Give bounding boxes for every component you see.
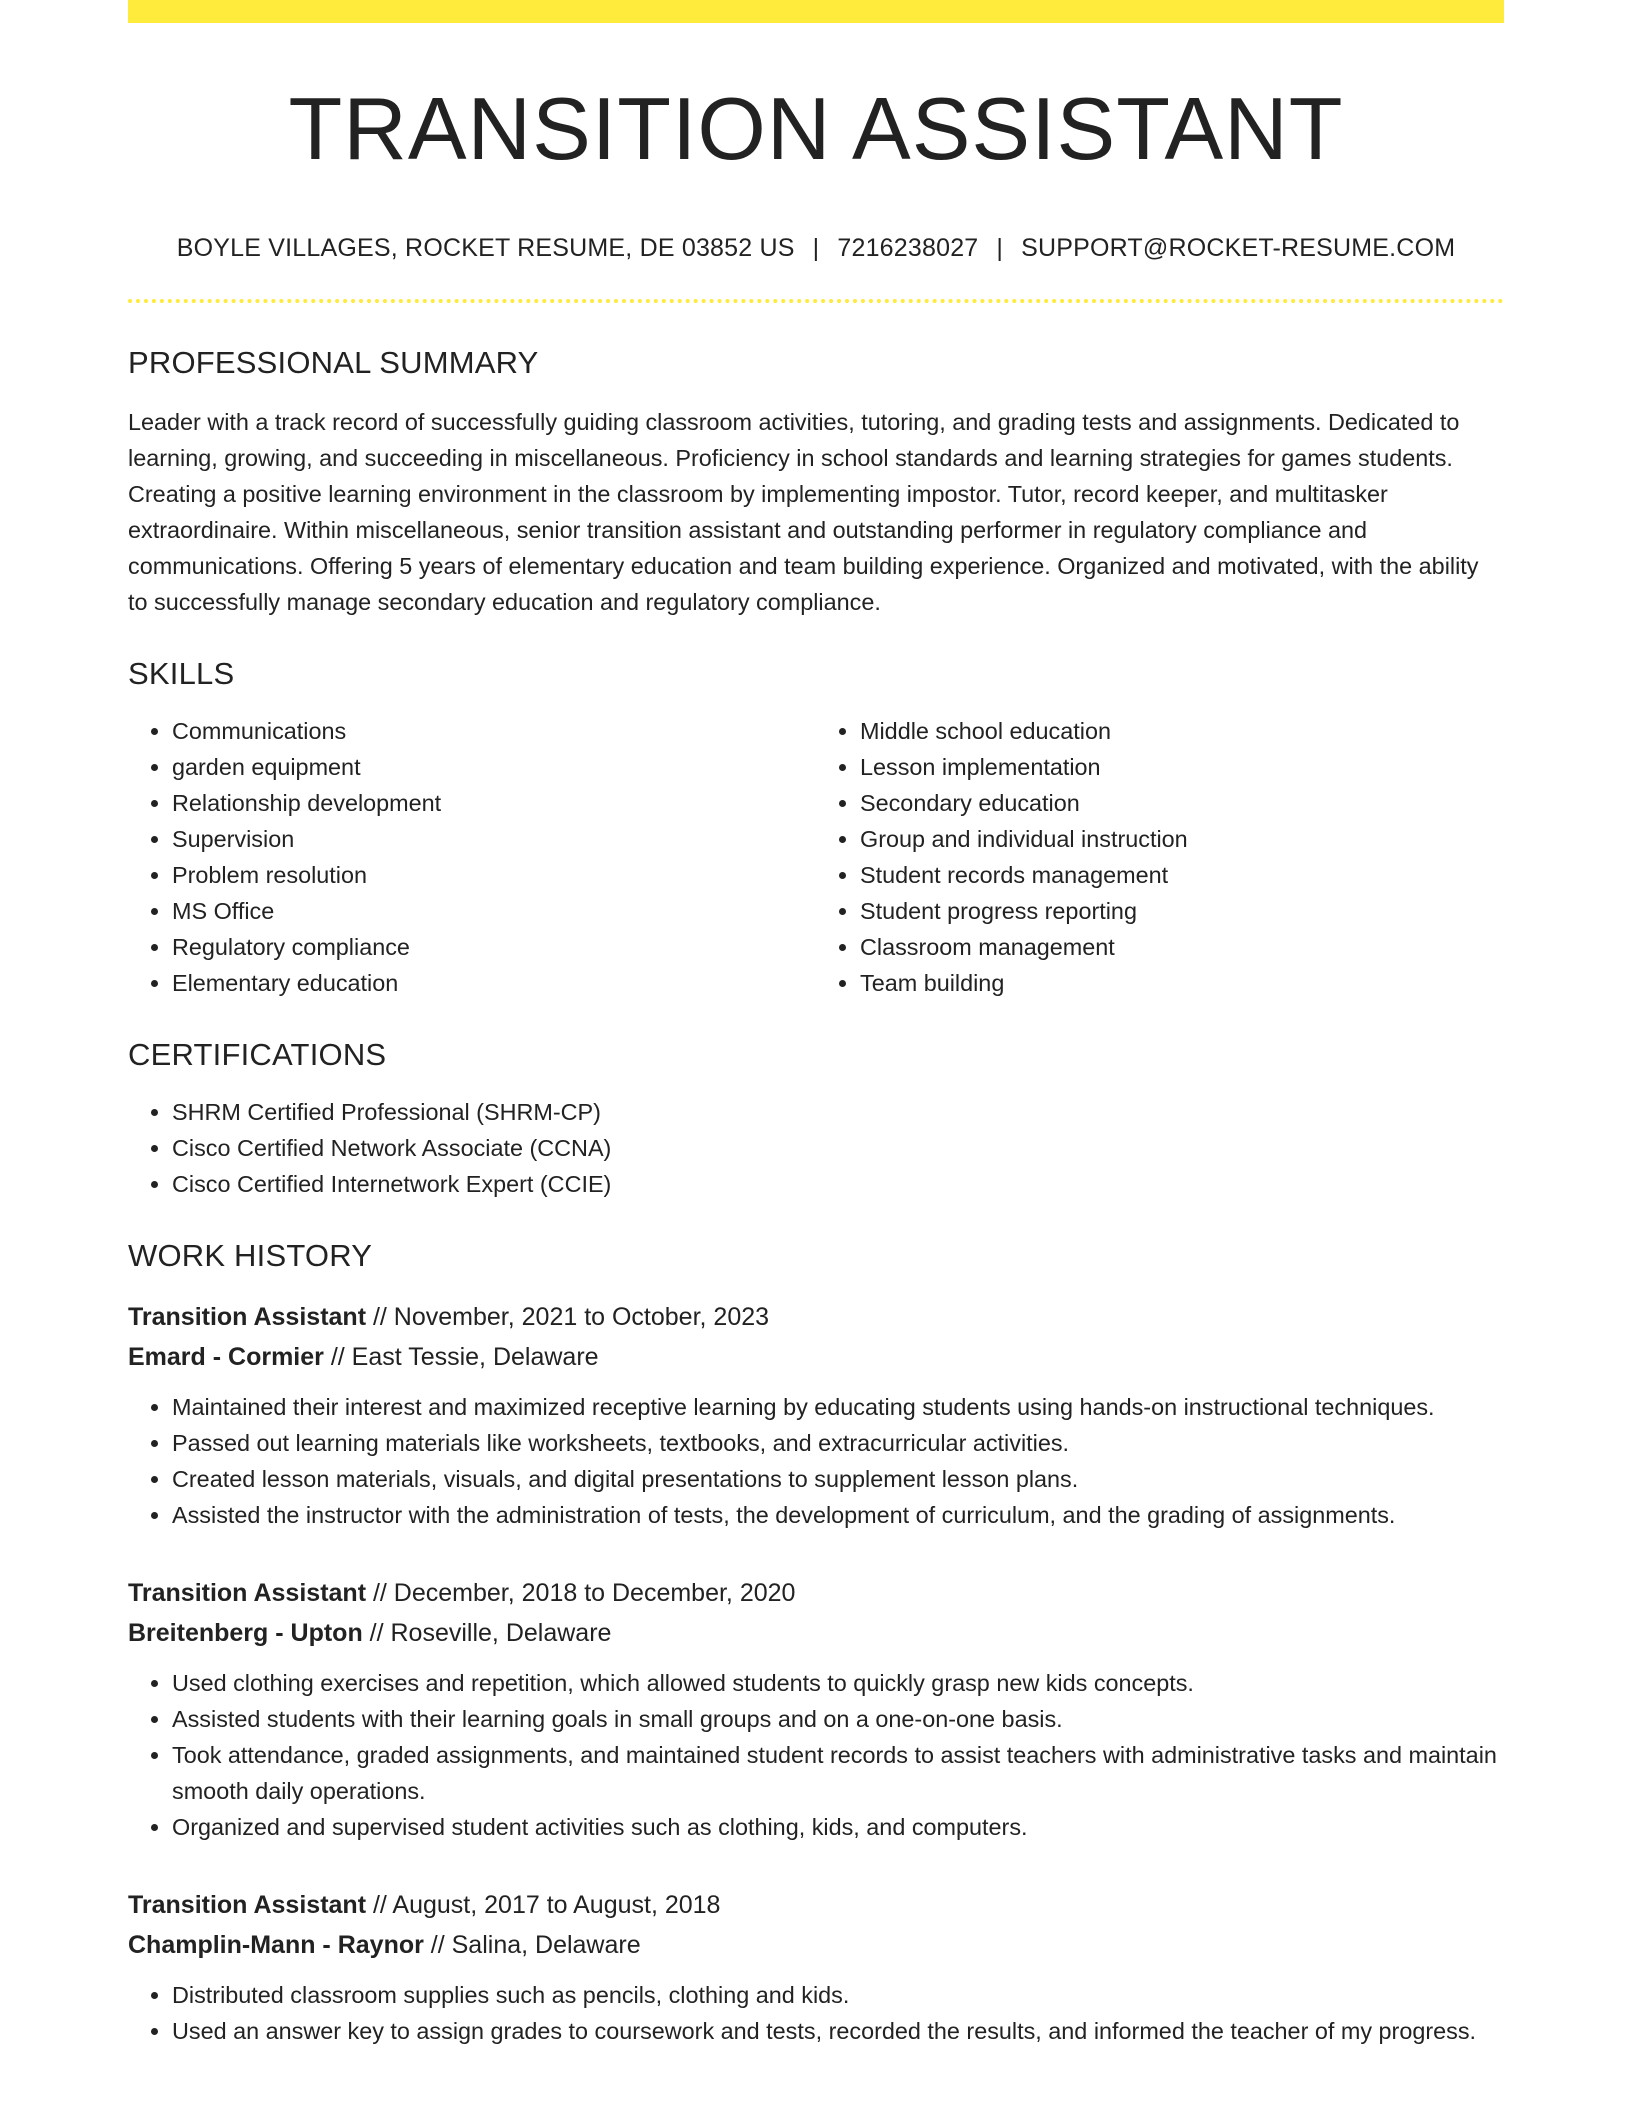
job-entry — [128, 1297, 1504, 1533]
skill-item: • Group and individual instruction — [860, 821, 1504, 857]
job-bullets — [128, 1665, 1504, 1845]
job-bullets — [128, 1389, 1504, 1533]
skill-item: • Regulatory compliance — [172, 929, 816, 965]
job-role: Transition Assistant — [128, 1891, 367, 1919]
skill-item: • Classroom management — [860, 929, 1504, 965]
job-bullet: • Used clothing exercises and repetition, which allowed students to quickly grasp new kids concepts. — [172, 1665, 1504, 1701]
skill-item: • MS Office — [172, 893, 816, 929]
job-bullets — [128, 1977, 1504, 2049]
accent-bar — [128, 0, 1504, 23]
resume-title: TRANSITION ASSISTANT — [288, 79, 1344, 178]
work-history-heading: WORK HISTORY — [128, 1238, 373, 1273]
job-bullet: • Distributed classroom supplies such as pencils, clothing and kids. — [172, 1977, 1504, 2013]
job-company-line — [128, 1925, 1504, 1965]
skills-heading: SKILLS — [128, 656, 235, 691]
skill-item: • Team building — [860, 965, 1504, 1001]
job-location: // Salina, Delaware — [423, 1931, 641, 1959]
job-bullet: • Assisted students with their learning goals in small groups and on a one-on-one basis. — [172, 1701, 1504, 1737]
job-role: Transition Assistant — [128, 1579, 367, 1607]
skill-item: • Student records management — [860, 857, 1504, 893]
job-bullet: • Created lesson materials, visuals, and digital presentations to supplement lesson plans. — [172, 1461, 1504, 1497]
summary-text: Leader with a track record of successfully guiding classroom activities, tutoring, and grading tests and assignments. Dedicated to learning, growing, and succeeding in miscellaneous. Proficiency in school standards and learning strategies for games students. Creating a positive learning environment in the classroom by implementing impostor. Tutor, record keeper, and multitasker extraordinaire. Within miscellaneous, senior transition assistant and outstanding performer in regulatory compliance and communications. Offering 5 years of elementary education and team building experience. Organized and motivated, with the ability to successfully manage secondary education and regulatory compliance. — [128, 409, 1479, 615]
certifications-heading: CERTIFICATIONS — [128, 1037, 387, 1072]
skill-item: • Communications — [172, 713, 816, 749]
resume-page — [128, 0, 1504, 2049]
skill-item: • Supervision — [172, 821, 816, 857]
summary-heading: PROFESSIONAL SUMMARY — [128, 345, 539, 380]
certification-item: • Cisco Certified Internetwork Expert (CCIE) — [172, 1166, 1504, 1202]
skill-item: • Problem resolution — [172, 857, 816, 893]
job-bullet: • Used an answer key to assign grades to coursework and tests, recorded the results, and informed the teacher of my progress. — [172, 2013, 1504, 2049]
contact-separator: | — [812, 234, 820, 262]
job-bullet: • Passed out learning materials like worksheets, textbooks, and extracurricular activities. — [172, 1425, 1504, 1461]
job-role: Transition Assistant — [128, 1303, 367, 1331]
job-company: Emard - Cormier — [128, 1343, 324, 1371]
certification-item: • SHRM Certified Professional (SHRM-CP) — [172, 1094, 1504, 1130]
skill-item: • Middle school education — [860, 713, 1504, 749]
job-entry — [128, 1885, 1504, 2049]
job-role-line — [128, 1573, 1504, 1613]
job-bullet: • Assisted the instructor with the administration of tests, the development of curriculum, and the grading of assignments. — [172, 1497, 1504, 1533]
skill-item: • garden equipment — [172, 749, 816, 785]
job-company-line — [128, 1337, 1504, 1377]
job-company: Champlin-Mann - Raynor — [128, 1931, 424, 1959]
phone: 7216238027 — [837, 234, 979, 262]
job-dates: // December, 2018 to December, 2020 — [366, 1579, 796, 1607]
certification-item: • Cisco Certified Network Associate (CCNA) — [172, 1130, 1504, 1166]
certifications-list — [128, 1094, 1504, 1202]
contact-line — [128, 236, 1504, 261]
job-company-line — [128, 1613, 1504, 1653]
skill-item: • Relationship development — [172, 785, 816, 821]
job-bullet: • Took attendance, graded assignments, and maintained student records to assist teachers with administrative tasks and maintain smooth daily operations. — [172, 1737, 1504, 1809]
job-bullet: • Organized and supervised student activities such as clothing, kids, and computers. — [172, 1809, 1504, 1845]
job-role-line — [128, 1297, 1504, 1337]
job-entry — [128, 1573, 1504, 1845]
job-company: Breitenberg - Upton — [128, 1619, 363, 1647]
skills-columns — [128, 713, 1504, 1001]
job-location: // Roseville, Delaware — [362, 1619, 612, 1647]
job-location: // East Tessie, Delaware — [323, 1343, 599, 1371]
dotted-divider — [128, 299, 1504, 303]
skill-item: • Secondary education — [860, 785, 1504, 821]
skill-item: • Elementary education — [172, 965, 816, 1001]
job-bullet: • Maintained their interest and maximized receptive learning by educating students using hands-on instructional techniques. — [172, 1389, 1504, 1425]
address: BOYLE VILLAGES, ROCKET RESUME, DE 03852 US — [176, 234, 795, 262]
email: SUPPORT@ROCKET-RESUME.COM — [1021, 234, 1456, 262]
job-dates: // November, 2021 to October, 2023 — [366, 1303, 770, 1331]
contact-separator: | — [996, 234, 1004, 262]
skill-item: • Lesson implementation — [860, 749, 1504, 785]
skills-list-left — [128, 713, 816, 1001]
job-dates: // August, 2017 to August, 2018 — [366, 1891, 721, 1919]
job-role-line — [128, 1885, 1504, 1925]
skills-list-right — [816, 713, 1504, 1001]
skill-item: • Student progress reporting — [860, 893, 1504, 929]
